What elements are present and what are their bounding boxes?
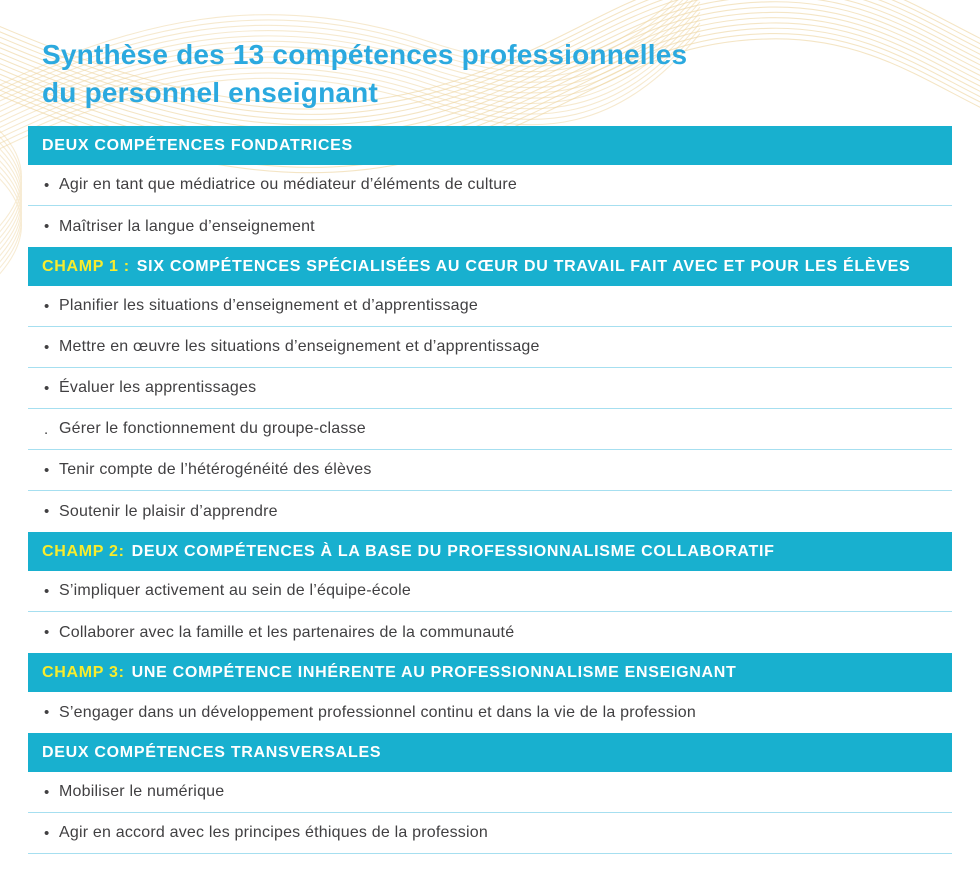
section-header-bar: [28, 532, 952, 571]
section-header-prefix: CHAMP 2:: [42, 542, 125, 560]
competency-list-item: [28, 813, 952, 854]
competency-item-text: Agir en accord avec les principes éthiques de la profession: [59, 824, 488, 842]
competency-section: [28, 126, 952, 247]
competency-section: [28, 653, 952, 733]
competency-list: [28, 772, 952, 854]
competency-sections: [28, 126, 952, 854]
bullet-icon: •: [44, 824, 50, 842]
competency-list: [28, 692, 952, 733]
competency-item-text: Tenir compte de l’hétérogénéité des élèves: [59, 461, 372, 479]
competency-list: [28, 571, 952, 653]
competency-list-item: [28, 368, 952, 409]
section-header-prefix: CHAMP 3:: [42, 663, 125, 681]
page-title-line2: du personnel enseignant: [42, 77, 378, 109]
competency-list-item: [28, 165, 952, 206]
competency-section: [28, 532, 952, 653]
section-header-text: SIX COMPÉTENCES SPÉCIALISÉES AU CŒUR DU TRAVAIL FAIT AVEC ET POUR LES ÉLÈVES: [136, 257, 911, 275]
competency-item-text: Évaluer les apprentissages: [59, 379, 257, 397]
competency-list-item: [28, 450, 952, 491]
competency-item-text: Planifier les situations d’enseignement et d’apprentissage: [59, 297, 478, 315]
competency-item-text: Maîtriser la langue d’enseignement: [59, 217, 315, 235]
competency-list-item: [28, 692, 952, 733]
bullet-icon: •: [44, 624, 50, 642]
bullet-icon: •: [44, 461, 50, 479]
competency-item-text: Mobiliser le numérique: [59, 783, 225, 801]
section-header-prefix: CHAMP 1 :: [42, 257, 130, 275]
competency-list-item: [28, 409, 952, 450]
bullet-icon: •: [44, 297, 50, 315]
competency-item-text: Mettre en œuvre les situations d’enseignement et d’apprentissage: [59, 338, 540, 356]
competency-list: [28, 165, 952, 247]
bullet-icon: •: [44, 503, 50, 521]
section-header-bar: [28, 733, 952, 772]
page-title-line1: Synthèse des 13 compétences professionnelles: [42, 39, 688, 70]
competency-item-text: S’impliquer activement au sein de l’équipe-école: [59, 582, 412, 600]
competency-list-item: [28, 491, 952, 532]
bullet-icon: •: [44, 218, 50, 236]
section-header-text: DEUX COMPÉTENCES À LA BASE DU PROFESSIONNALISME COLLABORATIF: [131, 542, 775, 560]
section-header-text: UNE COMPÉTENCE INHÉRENTE AU PROFESSIONNALISME ENSEIGNANT: [131, 663, 737, 681]
competency-list-item: [28, 327, 952, 368]
bullet-icon: •: [44, 704, 50, 722]
competency-section: [28, 733, 952, 854]
competency-list-item: [28, 206, 952, 247]
bullet-icon: •: [44, 582, 50, 600]
competency-item-text: Soutenir le plaisir d’apprendre: [59, 502, 278, 520]
bullet-icon: •: [44, 338, 50, 356]
section-header-bar: [28, 247, 952, 286]
competency-list-item: [28, 286, 952, 327]
competency-item-text: Gérer le fonctionnement du groupe-classe: [59, 420, 366, 438]
competency-item-text: Agir en tant que médiatrice ou médiateur d’éléments de culture: [59, 176, 517, 194]
bullet-icon: .: [44, 420, 49, 438]
page-title: [0, 0, 980, 112]
competency-list-item: [28, 571, 952, 612]
bullet-icon: •: [44, 379, 50, 397]
section-header-text: DEUX COMPÉTENCES TRANSVERSALES: [42, 743, 382, 761]
competency-list: [28, 286, 952, 532]
competency-list-item: [28, 612, 952, 653]
competency-section: [28, 247, 952, 532]
competency-item-text: Collaborer avec la famille et les partenaires de la communauté: [59, 623, 515, 641]
section-header-text: DEUX COMPÉTENCES FONDATRICES: [42, 136, 353, 154]
section-header-bar: [28, 653, 952, 692]
bullet-icon: •: [44, 176, 50, 194]
section-header-bar: [28, 126, 952, 165]
bullet-icon: •: [44, 783, 50, 801]
competency-item-text: S’engager dans un développement professionnel continu et dans la vie de la profession: [59, 703, 696, 721]
competency-list-item: [28, 772, 952, 813]
